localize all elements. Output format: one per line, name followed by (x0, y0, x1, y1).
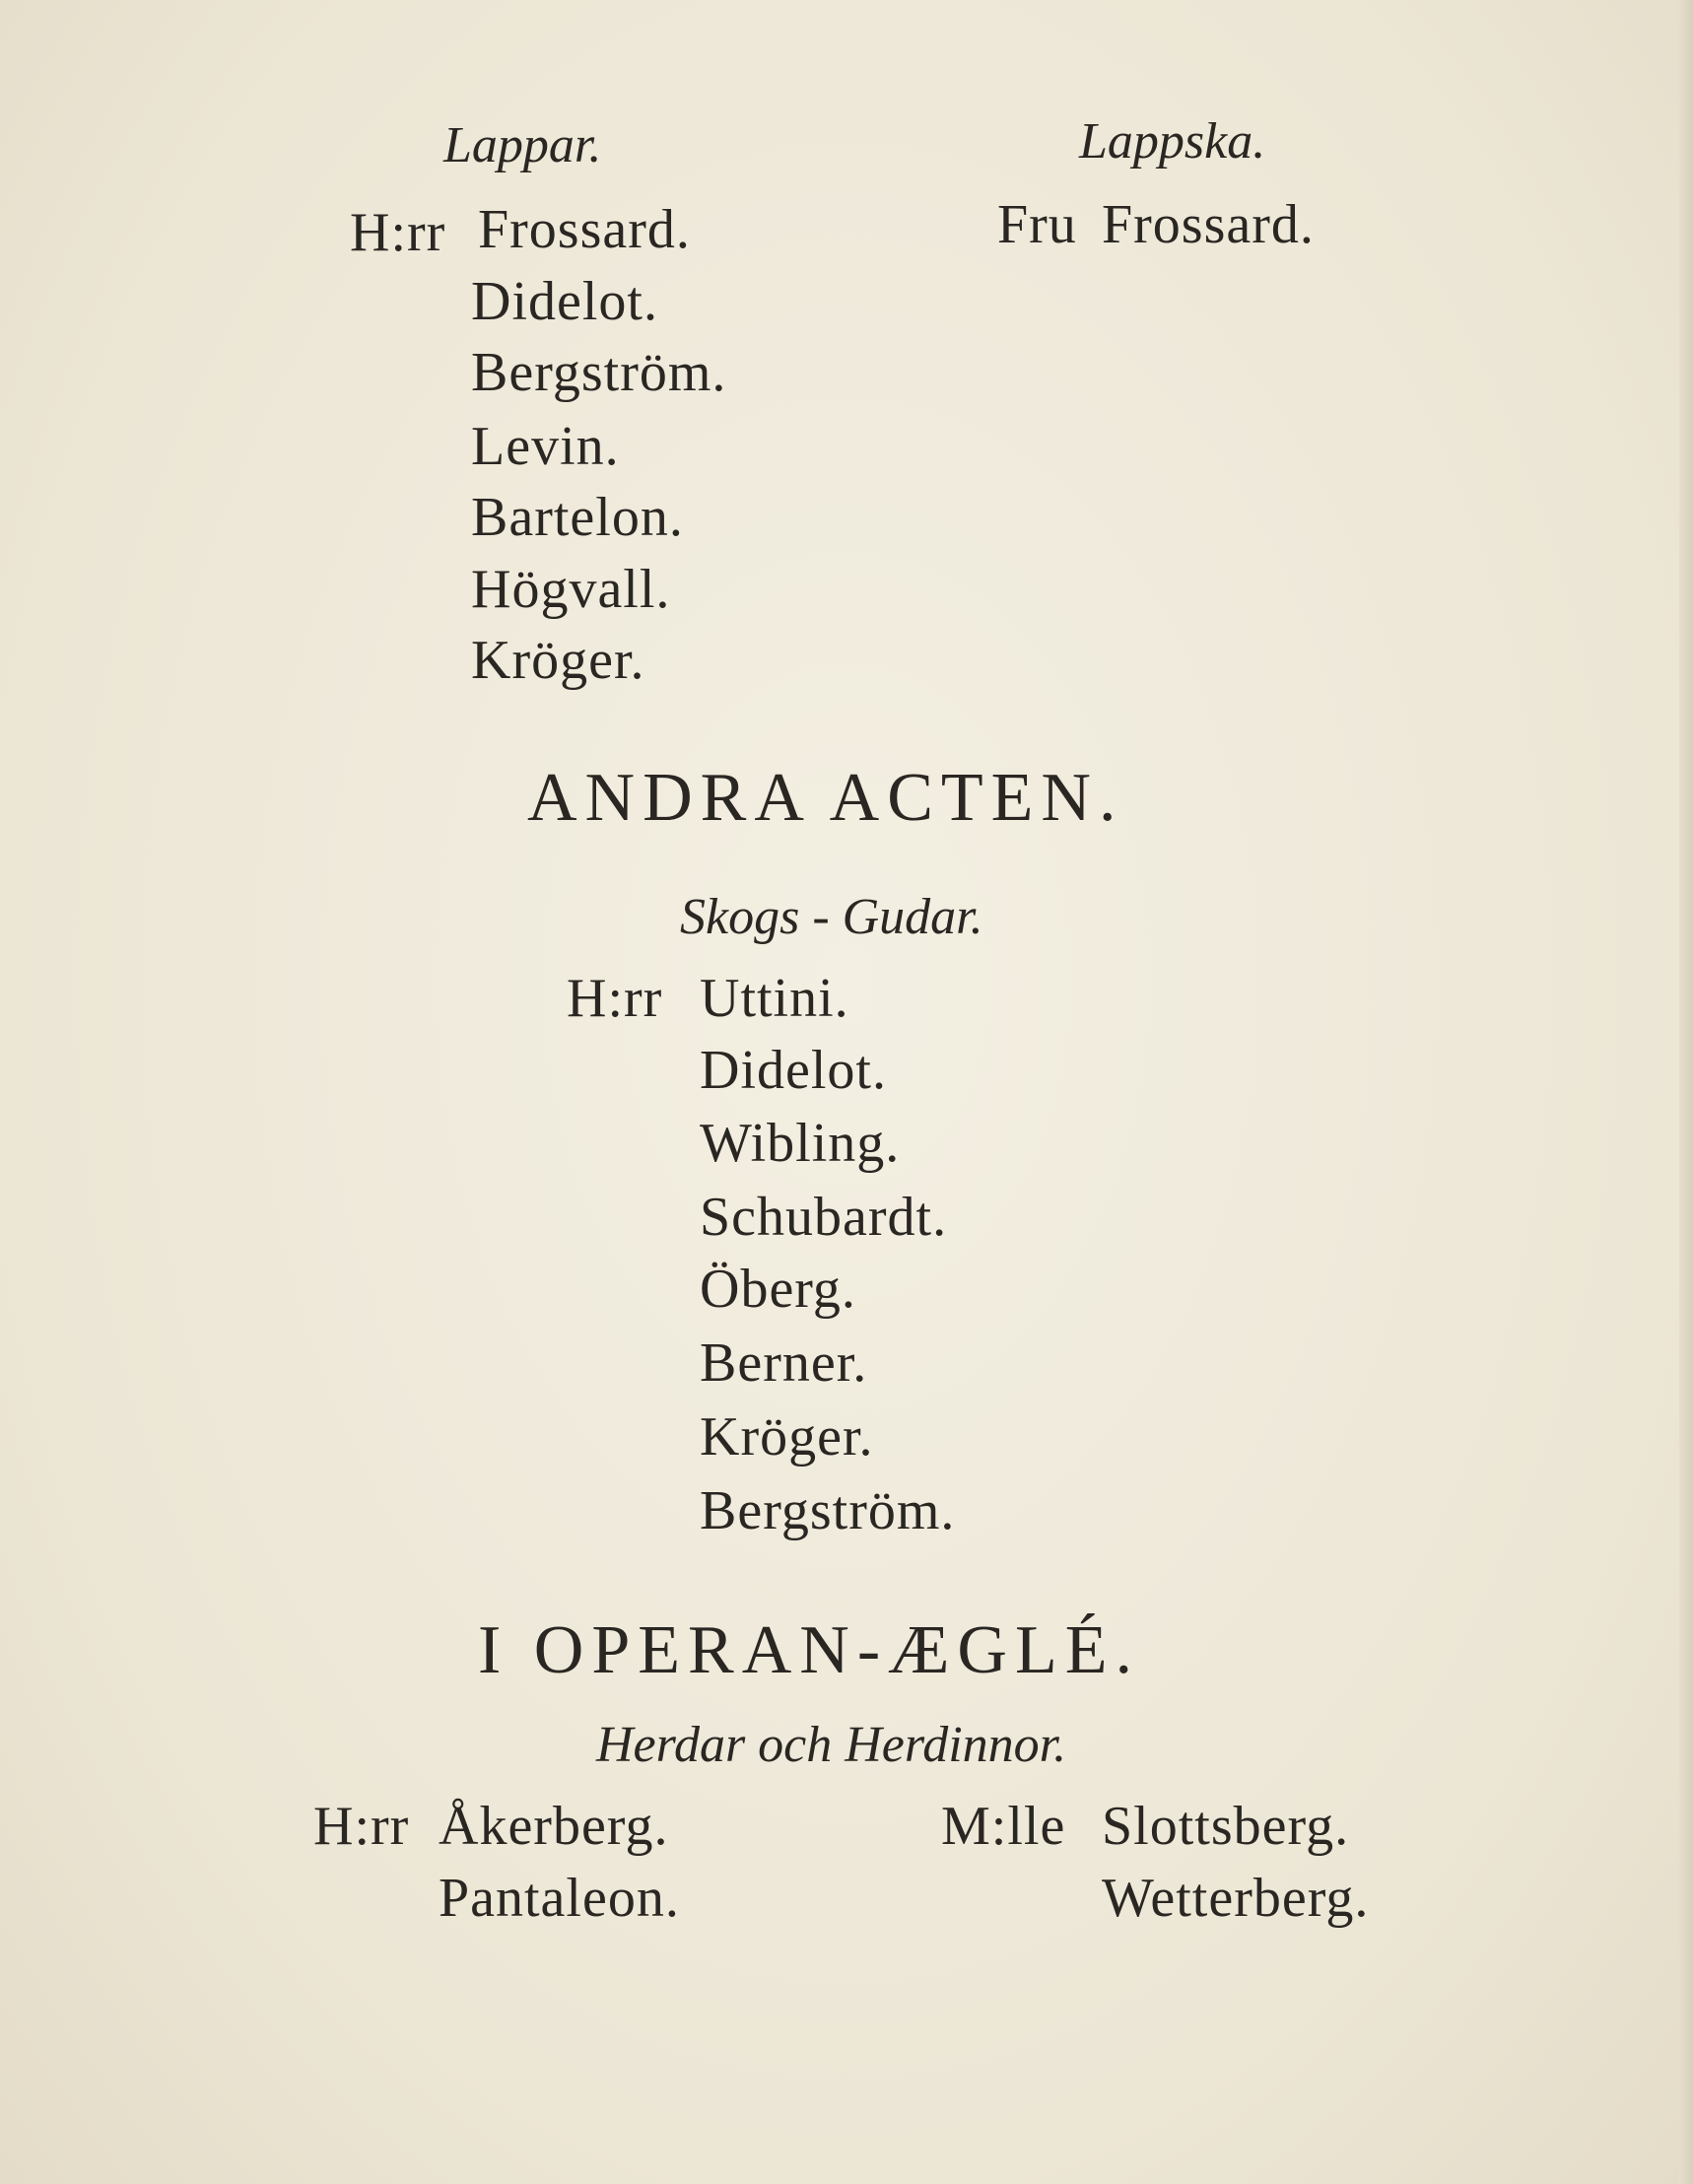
heading-lappar: Lappar. (443, 117, 602, 173)
heading-lappska: Lappska. (1079, 113, 1266, 170)
cast-name: Wibling. (700, 1113, 901, 1174)
cast-name: Kröger. (471, 630, 645, 691)
cast-name: Slottsberg. (1102, 1796, 1350, 1857)
cast-name: Bergström. (471, 342, 727, 403)
cast-name: Pantaleon. (439, 1868, 680, 1929)
heading-herdar-och-herdinnor: Herdar och Herdinnor. (596, 1717, 1067, 1773)
cast-name: Didelot. (471, 271, 658, 332)
heading-skogs-gudar: Skogs - Gudar. (680, 889, 983, 945)
cast-name: Didelot. (700, 1040, 887, 1101)
cast-name: Frossard. (1102, 194, 1315, 255)
page-edge (1679, 0, 1693, 2184)
cast-name: Åkerberg. (439, 1796, 669, 1857)
prefix-fru: Fru (997, 194, 1077, 255)
prefix-mlle: M:lle (941, 1796, 1066, 1857)
cast-name: Frossard. (478, 199, 691, 260)
prefix-herr-3: H:rr (313, 1796, 410, 1857)
cast-name: Bartelon. (471, 487, 684, 548)
act-title-operan-aegle: I OPERAN-ÆGLÉ. (478, 1612, 1140, 1688)
cast-name: Kröger. (700, 1406, 874, 1467)
cast-name: Bergström. (700, 1480, 956, 1541)
prefix-herr-2: H:rr (567, 968, 663, 1029)
prefix-herr-1: H:rr (350, 202, 446, 263)
cast-name: Uttini. (700, 968, 849, 1029)
act-title-andra-acten: ANDRA ACTEN. (527, 760, 1124, 836)
cast-name: Öberg. (700, 1259, 856, 1320)
cast-name: Levin. (471, 416, 620, 477)
cast-name: Högvall. (471, 559, 671, 620)
cast-name: Berner. (700, 1332, 868, 1394)
cast-name: Wetterberg. (1102, 1868, 1370, 1929)
cast-name: Schubardt. (700, 1187, 948, 1248)
